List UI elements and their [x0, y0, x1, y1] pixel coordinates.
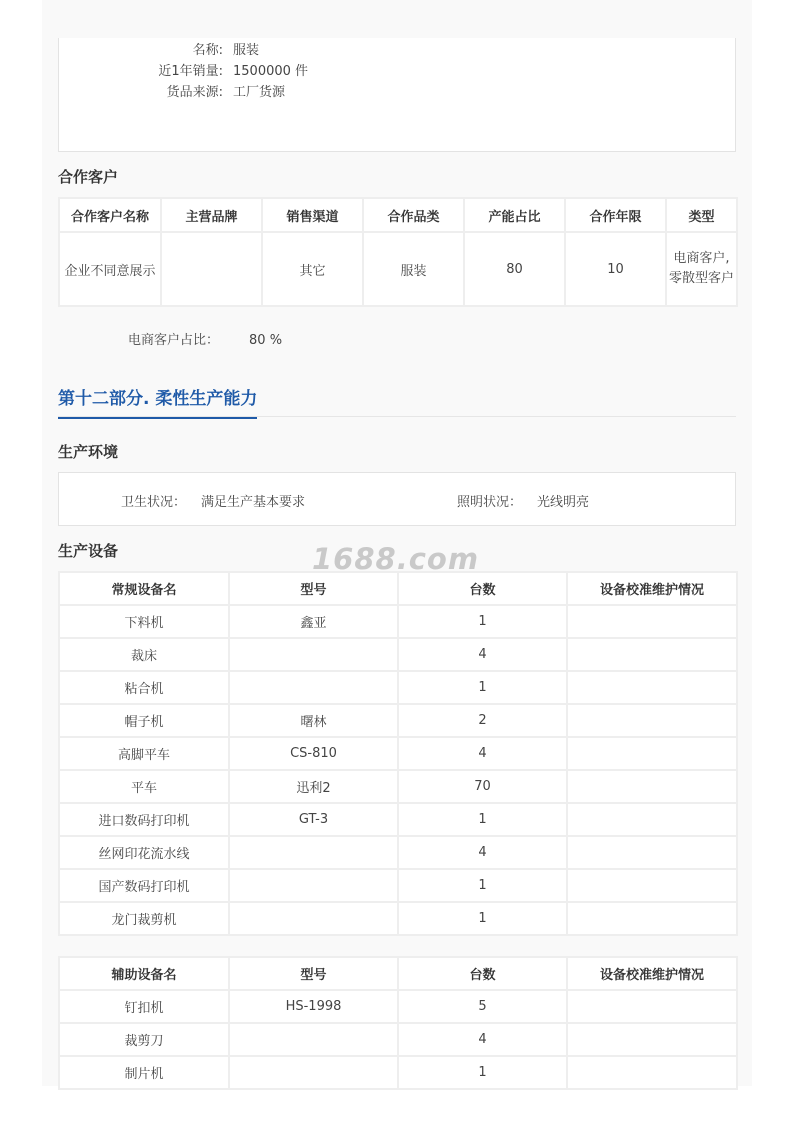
column-header: 设备校准维护情况: [567, 572, 737, 605]
watermark-logo: 1688.com: [312, 542, 480, 576]
table-cell: 平车: [59, 770, 229, 803]
table-cell: 5: [398, 990, 567, 1023]
column-header: 类型: [666, 198, 737, 232]
table-row: [59, 671, 737, 704]
table-row: [59, 704, 737, 737]
table-cell: [567, 1023, 737, 1056]
info-row-source: [59, 82, 735, 103]
info-value: 服装: [233, 43, 260, 58]
table-cell: [567, 671, 737, 704]
table-cell: [229, 902, 398, 935]
table-cell: GT-3: [229, 803, 398, 836]
table-cell: 裁剪刀: [59, 1023, 229, 1056]
environment-title: 生产环境: [58, 443, 119, 461]
partners-table: [58, 197, 738, 307]
lighting-label: 照明状况：: [457, 495, 523, 510]
column-header: 常规设备名: [59, 572, 229, 605]
column-header: 合作品类: [363, 198, 464, 232]
table-cell: 粘合机: [59, 671, 229, 704]
column-header: 台数: [398, 572, 567, 605]
table-cell: 1: [398, 671, 567, 704]
ecommerce-ratio: [128, 329, 282, 348]
regular-equipment-table: [58, 571, 738, 936]
table-cell: [567, 1056, 737, 1089]
part-title: 第十二部分. 柔性生产能力: [58, 384, 257, 419]
table-cell: [567, 869, 737, 902]
lighting-value: 光线明亮: [537, 495, 590, 510]
table-cell: 其它: [262, 232, 363, 306]
table-row: [59, 902, 737, 935]
table-cell: 高脚平车: [59, 737, 229, 770]
info-value: 工厂货源: [233, 85, 286, 100]
table-cell: 企业不同意展示: [59, 232, 161, 306]
table-cell: 4: [398, 638, 567, 671]
table-cell: 1: [398, 869, 567, 902]
table-cell: 帽子机: [59, 704, 229, 737]
table-cell: 丝网印花流水线: [59, 836, 229, 869]
table-cell: 进口数码打印机: [59, 803, 229, 836]
column-header: 台数: [398, 957, 567, 990]
column-header: 型号: [229, 957, 398, 990]
table-cell: [567, 770, 737, 803]
table-cell: [229, 1056, 398, 1089]
table-cell: 10: [565, 232, 666, 306]
column-header: 产能占比: [464, 198, 565, 232]
table-cell: 鑫亚: [229, 605, 398, 638]
table-cell: 4: [398, 836, 567, 869]
table-cell: [567, 990, 737, 1023]
column-header: 合作客户名称: [59, 198, 161, 232]
table-row: [59, 1056, 737, 1089]
column-header: 设备校准维护情况: [567, 957, 737, 990]
table-cell: [567, 803, 737, 836]
table-cell: 钉扣机: [59, 990, 229, 1023]
table-cell: [567, 704, 737, 737]
column-header: 主营品牌: [161, 198, 262, 232]
table-row: [59, 836, 737, 869]
hygiene-label: 卫生状况：: [121, 495, 187, 510]
table-cell: 4: [398, 737, 567, 770]
divider: [58, 416, 736, 417]
table-row: [59, 1023, 737, 1056]
table-row: [59, 803, 737, 836]
aux-header-row: [59, 957, 737, 990]
table-cell: 下料机: [59, 605, 229, 638]
table-row: [59, 869, 737, 902]
ecommerce-ratio-label: 电商客户占比：: [128, 333, 220, 348]
table-cell: HS-1998: [229, 990, 398, 1023]
table-cell: 70: [398, 770, 567, 803]
table-cell: 龙门裁剪机: [59, 902, 229, 935]
table-cell: [567, 836, 737, 869]
table-cell: [567, 902, 737, 935]
info-label: 名称:: [192, 43, 223, 58]
table-cell: [229, 869, 398, 902]
info-value: 1500000 件: [233, 64, 309, 79]
table-cell: [229, 671, 398, 704]
table-cell: 1: [398, 803, 567, 836]
info-label: 货品来源:: [166, 85, 223, 100]
table-row: [59, 770, 737, 803]
table-cell: 1: [398, 605, 567, 638]
table-cell: 服装: [363, 232, 464, 306]
info-label: 近1年销量:: [158, 64, 223, 79]
table-row: [59, 232, 737, 306]
table-cell: 迅利2: [229, 770, 398, 803]
table-cell: [567, 638, 737, 671]
table-cell: 裁床: [59, 638, 229, 671]
table-row: [59, 638, 737, 671]
regular-header-row: [59, 572, 737, 605]
table-cell: [161, 232, 262, 306]
ecommerce-ratio-value: 80 %: [249, 333, 283, 348]
table-cell: 曙林: [229, 704, 398, 737]
table-cell: 1: [398, 1056, 567, 1089]
table-cell: 80: [464, 232, 565, 306]
column-header: 合作年限: [565, 198, 666, 232]
auxiliary-equipment-table: [58, 956, 738, 1090]
table-cell: [567, 737, 737, 770]
column-header: 型号: [229, 572, 398, 605]
table-cell: 1: [398, 902, 567, 935]
table-row: [59, 605, 737, 638]
environment-box: [58, 472, 736, 526]
table-cell: [567, 605, 737, 638]
product-info-box: [58, 38, 736, 152]
table-cell: 国产数码打印机: [59, 869, 229, 902]
table-row: [59, 990, 737, 1023]
table-cell: 电商客户,零散型客户: [666, 232, 737, 306]
table-row: [59, 737, 737, 770]
table-cell: 制片机: [59, 1056, 229, 1089]
hygiene-value: 满足生产基本要求: [201, 495, 306, 510]
info-row-name: [59, 40, 735, 61]
table-cell: [229, 836, 398, 869]
table-cell: CS-810: [229, 737, 398, 770]
equipment-title: 生产设备: [58, 542, 119, 560]
partners-title: 合作客户: [58, 168, 119, 186]
info-row-sales: [59, 61, 735, 82]
column-header: 销售渠道: [262, 198, 363, 232]
partners-header-row: [59, 198, 737, 232]
table-cell: 4: [398, 1023, 567, 1056]
table-cell: [229, 1023, 398, 1056]
column-header: 辅助设备名: [59, 957, 229, 990]
table-cell: [229, 638, 398, 671]
table-cell: 2: [398, 704, 567, 737]
